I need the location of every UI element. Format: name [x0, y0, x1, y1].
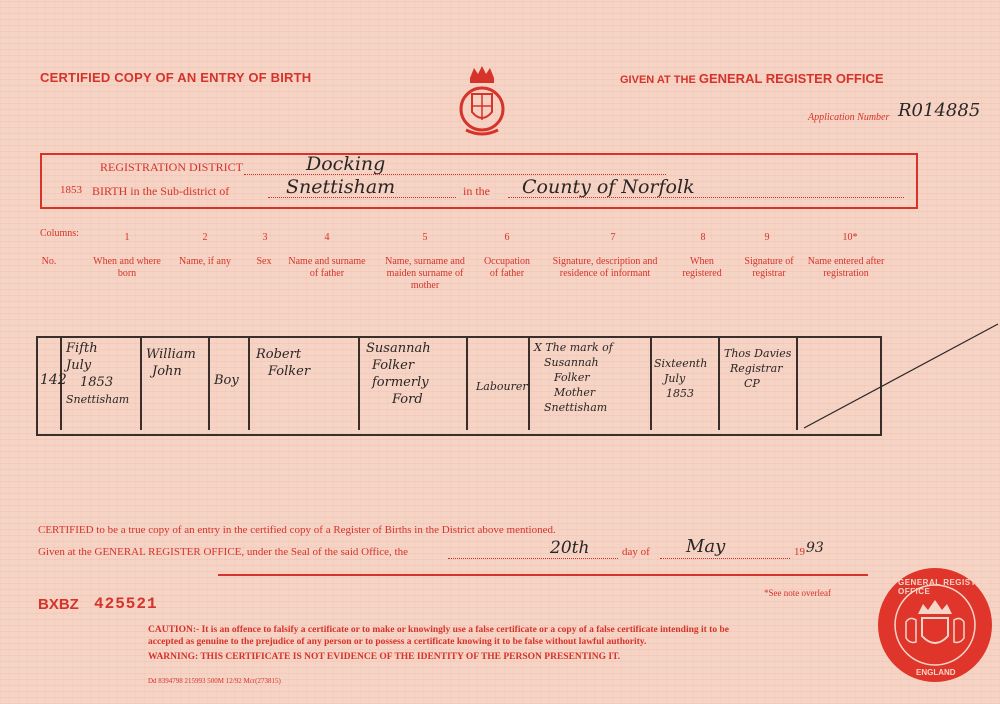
columns-label: Columns:: [40, 228, 79, 239]
in-the-label: in the: [463, 184, 490, 198]
county-dotline: [508, 197, 904, 198]
column-no-head: No.: [41, 256, 57, 267]
year-value: 93: [806, 540, 824, 556]
entry-father: Robert Folker: [256, 347, 311, 379]
cell-divider: [140, 338, 142, 430]
day-label: day of: [622, 546, 650, 558]
registration-district-label: REGISTRATION DISTRICT: [100, 160, 243, 174]
column-6-head: Occupation of father: [483, 256, 531, 279]
seal-text: GENERAL REGISTER OFFICE: [898, 578, 989, 596]
birth-subdistrict-label: BIRTH in the Sub-district of: [92, 184, 230, 198]
column-10-head: Name entered after registration: [807, 256, 885, 279]
column-7-number: 7: [610, 232, 616, 243]
entry-informant: X The mark of Susannah Folker Mother Snettisham: [534, 341, 613, 414]
column-6-number: 6: [504, 232, 510, 243]
entry-when-born: Fifth July 1853 Snettisham: [66, 341, 130, 406]
cell-divider: [248, 338, 250, 430]
column-5-number: 5: [422, 232, 428, 243]
cell-divider: [208, 338, 210, 430]
month-dotline: [660, 558, 790, 559]
birth-year: 1853: [60, 184, 82, 196]
column-1-head: When and where born: [93, 256, 161, 279]
entry-when-registered: Sixteenth July 1853: [654, 357, 708, 400]
subdistrict-dotline: [268, 197, 456, 198]
header-given-at: GIVEN AT THE GENERAL REGISTER OFFICE: [620, 71, 884, 86]
column-3-number: 3: [262, 232, 268, 243]
cell-divider: [718, 338, 720, 430]
royal-crest-icon: [452, 64, 512, 140]
certified-statement: CERTIFIED to be a true copy of an entry in the certified copy of a Register of Births in the District above mentioned.: [38, 524, 556, 536]
entry-no: 142: [40, 372, 67, 388]
entry-occupation: Labourer: [476, 380, 528, 393]
cell-divider: [650, 338, 652, 430]
certificate-title: CERTIFIED COPY OF AN ENTRY OF BIRTH: [40, 70, 312, 85]
serial-prefix: BXBZ: [38, 596, 79, 613]
entry-sex: Boy: [214, 373, 239, 388]
cell-divider: [466, 338, 468, 430]
district-dotline: [244, 174, 666, 175]
application-number: R014885: [898, 100, 981, 121]
column-2-number: 2: [202, 232, 208, 243]
given-statement: Given at the GENERAL REGISTER OFFICE, under the Seal of the said Office, the: [38, 546, 408, 558]
year-prefix: 19: [794, 546, 805, 558]
column-5-head: Name, surname and maiden surname of mother: [385, 256, 465, 291]
application-number-label: Application Number: [808, 112, 890, 123]
column-1-number: 1: [124, 232, 130, 243]
footer-rule: [218, 574, 868, 576]
entry-registrar: Thos Davies Registrar CP: [724, 347, 792, 390]
column-9-head: Signature of registrar: [744, 256, 794, 279]
see-note: *See note overleaf: [764, 588, 831, 598]
column-3-head: Sex: [256, 256, 272, 267]
column-2-head: Name, if any: [179, 256, 231, 267]
month-value: May: [686, 536, 726, 557]
cell-divider: [528, 338, 530, 430]
serial-number: 425521: [94, 595, 158, 613]
day-dotline: [448, 558, 618, 559]
entry-name: William John: [146, 347, 196, 379]
caution-text: CAUTION:- It is an offence to falsify a certificate or to make or knowingly use a false certificate or a copy of a false certificate intending it to be accepted as genuine to the prejudice of any person or to possess a certificate knowing it to be false without lawful authority.: [148, 625, 729, 647]
column-10-number: 10*: [842, 232, 858, 243]
day-value: 20th: [550, 538, 590, 558]
column-4-number: 4: [324, 232, 330, 243]
warning-text: WARNING: THIS CERTIFICATE IS NOT EVIDENCE OF THE IDENTITY OF THE PERSON PRESENTING IT.: [148, 652, 621, 662]
column-9-number: 9: [764, 232, 770, 243]
cell-divider: [358, 338, 360, 430]
print-code: Dd 8394798 215993 500M 12/92 Mcr(273815): [148, 677, 281, 685]
county-value: County of Norfolk: [522, 176, 695, 198]
entry-mother: Susannah Folker formerly Ford: [366, 341, 431, 407]
cancel-stroke-icon: [798, 320, 1000, 432]
registration-district-value: Docking: [306, 153, 386, 175]
seal-country: ENGLAND: [916, 668, 956, 677]
column-7-head: Signature, description and residence of informant: [552, 256, 658, 279]
subdistrict-value: Snettisham: [286, 176, 396, 198]
column-4-head: Name and surname of father: [288, 256, 366, 279]
column-8-number: 8: [700, 232, 706, 243]
column-8-head: When registered: [682, 256, 722, 279]
